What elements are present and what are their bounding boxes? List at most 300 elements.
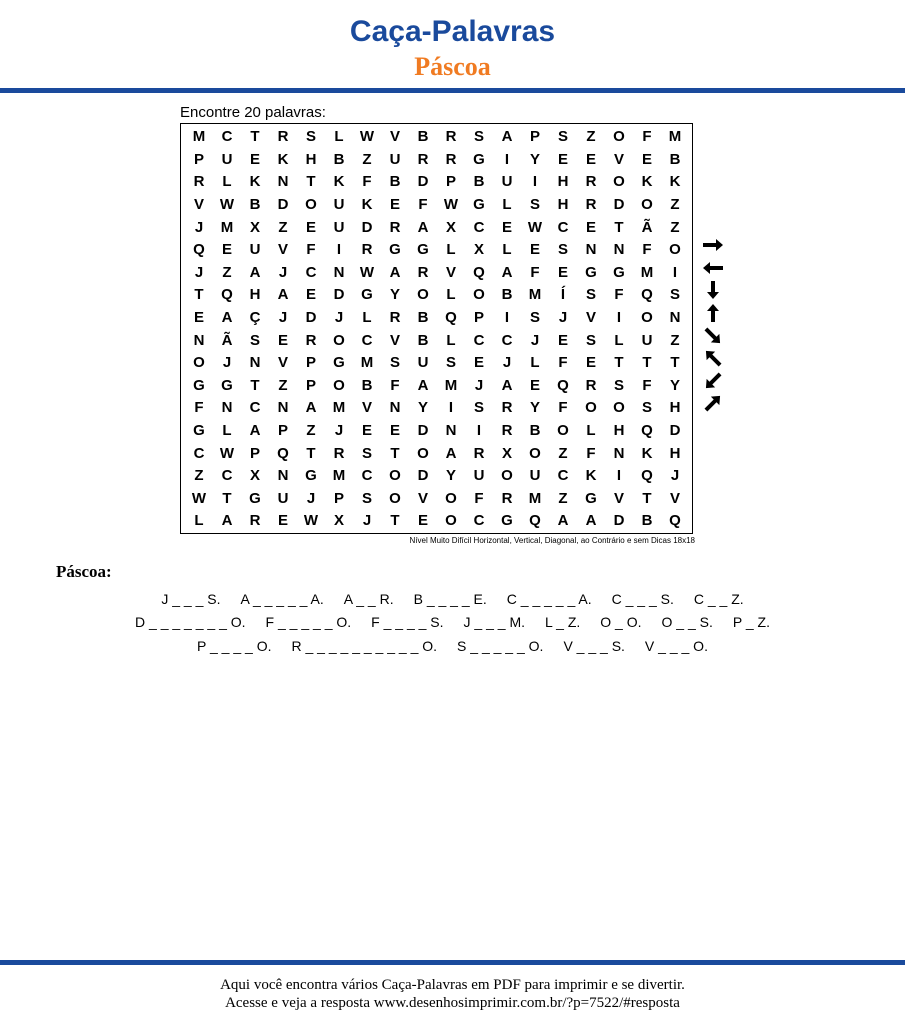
clue-item: A _ _ R. <box>343 591 394 607</box>
grid-cell: Q <box>641 286 653 304</box>
grid-cell: T <box>614 218 624 236</box>
grid-cell: A <box>389 263 401 281</box>
grid-cell: U <box>501 173 513 191</box>
page-title: Caça-Palavras <box>349 15 556 48</box>
grid-cell: G <box>333 354 345 372</box>
grid-cell: L <box>446 331 456 349</box>
grid-cell: T <box>390 512 400 530</box>
grid-cell: K <box>361 196 373 214</box>
arrow-up-left-icon <box>700 347 726 370</box>
grid-cell: K <box>249 173 261 191</box>
grid-cell: V <box>669 489 680 507</box>
arrow-up-icon <box>700 302 726 325</box>
grid-row <box>185 262 689 285</box>
grid-row <box>185 488 689 511</box>
arrow-down-right-icon <box>700 324 726 347</box>
grid-cell: H <box>613 422 625 440</box>
grid-cell: F <box>194 399 204 417</box>
grid-cell: E <box>417 512 428 530</box>
grid-cell: V <box>417 489 428 507</box>
grid-cell: O <box>613 128 625 146</box>
grid-cell: X <box>249 467 260 485</box>
grid-cell: I <box>476 422 482 440</box>
grid-cell: P <box>305 376 316 394</box>
grid-cell: S <box>529 196 540 214</box>
grid-letters <box>185 126 689 533</box>
grid-cell: Y <box>529 150 540 168</box>
grid-row <box>185 375 689 398</box>
grid-cell: I <box>448 399 454 417</box>
grid-cell: C <box>361 467 373 485</box>
grid-cell: Q <box>277 444 289 462</box>
grid-cell: D <box>669 422 681 440</box>
grid-cell: F <box>642 376 652 394</box>
grid-cell: M <box>192 128 206 146</box>
grid-cell: X <box>445 218 456 236</box>
grid-cell: J <box>278 263 288 281</box>
grid-cell: Z <box>222 263 232 281</box>
grid-cell: O <box>585 399 597 417</box>
grid-cell: T <box>642 354 652 372</box>
grid-cell: D <box>305 309 317 327</box>
grid-cell: S <box>473 399 484 417</box>
clue-item: R _ _ _ _ _ _ _ _ _ _ O. <box>291 638 438 654</box>
grid-cell: S <box>669 286 680 304</box>
grid-cell: K <box>641 173 653 191</box>
grid-row <box>185 352 689 375</box>
grid-cell: U <box>389 150 401 168</box>
grid-cell: F <box>586 444 596 462</box>
grid-cell: R <box>193 173 205 191</box>
grid-cell: B <box>529 422 541 440</box>
grid-cell: S <box>613 376 624 394</box>
grid-cell: G <box>361 286 373 304</box>
grid-cell: Z <box>670 331 680 349</box>
grid-cell: P <box>305 354 316 372</box>
grid-cell: I <box>532 173 538 191</box>
grid-cell: R <box>417 150 429 168</box>
grid-cell: L <box>222 422 232 440</box>
grid-cell: T <box>222 489 232 507</box>
grid-cell: E <box>529 376 540 394</box>
clue-item: C _ _ _ _ _ A. <box>506 591 592 607</box>
arrow-left-icon <box>700 257 726 280</box>
grid-row <box>185 149 689 172</box>
grid-cell: Z <box>194 467 204 485</box>
grid-cell: S <box>557 241 568 259</box>
grid-cell: F <box>390 376 400 394</box>
grid-cell: M <box>332 467 346 485</box>
grid-cell: N <box>613 241 625 259</box>
grid-cell: D <box>613 512 625 530</box>
grid-cell: I <box>616 309 622 327</box>
grid-cell: M <box>220 218 234 236</box>
grid-cell: J <box>530 331 540 349</box>
grid-cell: Y <box>389 286 400 304</box>
grid-cell: Z <box>670 218 680 236</box>
grid-cell: N <box>193 331 205 349</box>
grid-cell: A <box>585 512 597 530</box>
clue-line-3 <box>0 637 905 655</box>
grid-cell: A <box>501 263 513 281</box>
grid-cell: U <box>641 331 653 349</box>
grid-cell: S <box>389 354 400 372</box>
grid-cell: P <box>249 444 260 462</box>
grid-cell: K <box>277 150 289 168</box>
grid-cell: F <box>558 354 568 372</box>
grid-cell: A <box>417 218 429 236</box>
grid-cell: V <box>585 309 596 327</box>
grid-cell: F <box>614 286 624 304</box>
grid-cell: O <box>613 173 625 191</box>
grid-row <box>185 194 689 217</box>
grid-cell: J <box>558 309 568 327</box>
grid-cell: R <box>389 309 401 327</box>
clue-item: P _ Z. <box>732 614 770 630</box>
grid-cell: G <box>193 422 205 440</box>
grid-cell: D <box>417 467 429 485</box>
grid-cell: X <box>333 512 344 530</box>
grid-row <box>185 284 689 307</box>
grid-cell: M <box>332 399 346 417</box>
grid-cell: C <box>221 467 233 485</box>
grid-cell: T <box>614 354 624 372</box>
grid-row <box>185 126 689 149</box>
grid-cell: I <box>672 263 678 281</box>
grid-cell: Z <box>362 150 372 168</box>
grid-cell: B <box>361 376 373 394</box>
grid-cell: A <box>221 309 233 327</box>
grid-cell: N <box>669 309 681 327</box>
grid-cell: C <box>473 218 485 236</box>
grid-cell: A <box>221 512 233 530</box>
grid-cell: E <box>557 150 568 168</box>
grid-cell: Ã <box>221 331 233 349</box>
grid-cell: Z <box>558 444 568 462</box>
grid-cell: T <box>194 286 204 304</box>
clue-item: P _ _ _ _ O. <box>197 638 272 654</box>
grid-cell: W <box>191 489 207 507</box>
grid-cell: W <box>443 196 459 214</box>
grid-cell: O <box>641 196 653 214</box>
grid-cell: G <box>585 263 597 281</box>
grid-cell: O <box>669 241 681 259</box>
grid-cell: U <box>277 489 289 507</box>
grid-cell: Ã <box>641 218 653 236</box>
grid-cell: T <box>306 173 316 191</box>
grid-cell: E <box>361 422 372 440</box>
grid-cell: T <box>670 354 680 372</box>
grid-cell: G <box>501 512 513 530</box>
grid-cell: E <box>389 196 400 214</box>
page-subtitle: Páscoa <box>414 52 491 81</box>
grid-row <box>185 510 689 533</box>
grid-cell: E <box>585 150 596 168</box>
clue-item: J _ _ _ M. <box>463 614 525 630</box>
grid-cell: T <box>250 376 260 394</box>
grid-cell: U <box>417 354 429 372</box>
grid-cell: I <box>504 309 510 327</box>
grid-cell: N <box>389 399 401 417</box>
grid-cell: S <box>361 444 372 462</box>
grid-cell: B <box>501 286 513 304</box>
grid-cell: S <box>249 331 260 349</box>
grid-cell: G <box>249 489 261 507</box>
grid-cell: E <box>557 331 568 349</box>
grid-cell: N <box>333 263 345 281</box>
grid-cell: Q <box>641 422 653 440</box>
grid-cell: C <box>501 331 513 349</box>
grid-cell: T <box>250 128 260 146</box>
grid-cell: A <box>501 376 513 394</box>
grid-cell: G <box>417 241 429 259</box>
grid-cell: L <box>502 241 512 259</box>
grid-cell: E <box>641 150 652 168</box>
grid-cell: Q <box>445 309 457 327</box>
grid-cell: I <box>616 467 622 485</box>
grid-cell: S <box>361 489 372 507</box>
puzzle-instruction: Encontre 20 palavras: <box>180 104 326 121</box>
grid-cell: S <box>445 354 456 372</box>
clue-item: L _ Z. <box>545 614 581 630</box>
grid-cell: N <box>613 444 625 462</box>
grid-cell: G <box>585 489 597 507</box>
grid-cell: N <box>221 399 233 417</box>
grid-cell: C <box>557 218 569 236</box>
grid-cell: W <box>359 263 375 281</box>
arrow-right-icon <box>700 234 726 257</box>
grid-cell: J <box>306 489 316 507</box>
grid-cell: D <box>277 196 289 214</box>
grid-cell: B <box>417 309 429 327</box>
grid-cell: E <box>557 263 568 281</box>
grid-cell: P <box>473 309 484 327</box>
grid-cell: Q <box>529 512 541 530</box>
clue-item: F _ _ _ _ S. <box>371 614 444 630</box>
grid-cell: J <box>222 354 232 372</box>
grid-cell: P <box>193 150 204 168</box>
grid-cell: V <box>193 196 204 214</box>
grid-cell: Q <box>669 512 681 530</box>
grid-cell: Q <box>473 263 485 281</box>
direction-legend <box>700 234 726 415</box>
grid-cell: I <box>504 150 510 168</box>
grid-cell: E <box>389 422 400 440</box>
grid-cell: H <box>557 173 569 191</box>
grid-cell: O <box>473 286 485 304</box>
grid-cell: U <box>473 467 485 485</box>
grid-cell: C <box>473 331 485 349</box>
clue-item: F _ _ _ _ _ O. <box>265 614 352 630</box>
grid-cell: K <box>333 173 345 191</box>
grid-cell: R <box>389 218 401 236</box>
grid-cell: P <box>445 173 456 191</box>
difficulty-note: Nível Muito Difícil Horizontal, Vertical, Diagonal, ao Contrário e sem Dicas 18x18 <box>409 536 695 545</box>
grid-cell: Ç <box>249 309 261 327</box>
grid-cell: T <box>306 444 316 462</box>
grid-cell: E <box>305 286 316 304</box>
grid-cell: G <box>305 467 317 485</box>
grid-cell: O <box>613 399 625 417</box>
grid-cell: D <box>361 218 373 236</box>
grid-cell: R <box>501 399 513 417</box>
grid-cell: Q <box>221 286 233 304</box>
grid-cell: O <box>389 467 401 485</box>
grid-cell: L <box>334 128 344 146</box>
grid-cell: N <box>445 422 457 440</box>
grid-cell: J <box>474 376 484 394</box>
grid-cell: M <box>444 376 458 394</box>
grid-cell: L <box>446 241 456 259</box>
grid-cell: R <box>585 173 597 191</box>
grid-cell: D <box>417 173 429 191</box>
grid-row <box>185 442 689 465</box>
grid-cell: O <box>641 309 653 327</box>
grid-cell: F <box>474 489 484 507</box>
grid-cell: L <box>502 196 512 214</box>
grid-cell: L <box>194 512 204 530</box>
grid-cell: H <box>669 399 681 417</box>
top-divider <box>0 88 905 93</box>
grid-cell: U <box>221 150 233 168</box>
grid-cell: Z <box>278 376 288 394</box>
grid-cell: N <box>249 354 261 372</box>
grid-cell: O <box>445 489 457 507</box>
grid-cell: C <box>221 128 233 146</box>
clue-item: O _ O. <box>600 614 642 630</box>
grid-cell: A <box>501 128 513 146</box>
grid-cell: R <box>501 489 513 507</box>
grid-cell: B <box>249 196 261 214</box>
grid-cell: O <box>501 467 513 485</box>
clue-item: J _ _ _ S. <box>161 591 221 607</box>
grid-row <box>185 465 689 488</box>
grid-cell: Y <box>445 467 456 485</box>
grid-cell: R <box>361 241 373 259</box>
arrow-down-icon <box>700 279 726 302</box>
grid-cell: L <box>586 422 596 440</box>
grid-cell: H <box>669 444 681 462</box>
grid-cell: M <box>528 286 542 304</box>
grid-cell: A <box>249 263 261 281</box>
grid-cell: G <box>389 241 401 259</box>
grid-cell: O <box>333 376 345 394</box>
grid-cell: C <box>361 331 373 349</box>
clue-item: D _ _ _ _ _ _ _ O. <box>135 614 246 630</box>
clue-item: A _ _ _ _ _ A. <box>240 591 324 607</box>
grid-cell: G <box>473 150 485 168</box>
grid-row <box>185 397 689 420</box>
grid-cell: N <box>277 467 289 485</box>
grid-cell: B <box>417 128 429 146</box>
grid-cell: M <box>528 489 542 507</box>
grid-cell: Q <box>641 467 653 485</box>
grid-cell: E <box>277 512 288 530</box>
grid-cell: T <box>642 489 652 507</box>
grid-cell: H <box>249 286 261 304</box>
grid-cell: U <box>529 467 541 485</box>
grid-cell: Í <box>560 286 566 304</box>
bottom-divider <box>0 960 905 965</box>
grid-cell: C <box>473 512 485 530</box>
grid-cell: R <box>445 150 457 168</box>
grid-cell: E <box>221 241 232 259</box>
footer-text: Aqui você encontra vários Caça-Palavras em PDF para imprimir e se divertir. <box>220 977 685 993</box>
grid-cell: V <box>389 331 400 349</box>
grid-cell: E <box>473 354 484 372</box>
grid-cell: D <box>613 196 625 214</box>
grid-cell: S <box>585 331 596 349</box>
grid-cell: W <box>527 218 543 236</box>
grid-cell: V <box>613 489 624 507</box>
clue-item: S _ _ _ _ _ O. <box>457 638 544 654</box>
grid-cell: J <box>362 512 372 530</box>
grid-cell: V <box>277 354 288 372</box>
grid-cell: L <box>222 173 232 191</box>
grid-cell: E <box>305 218 316 236</box>
arrow-up-right-icon <box>700 392 726 415</box>
grid-cell: J <box>278 309 288 327</box>
grid-cell: Z <box>558 489 568 507</box>
grid-cell: Y <box>669 376 680 394</box>
grid-cell: F <box>362 173 372 191</box>
grid-cell: R <box>305 331 317 349</box>
grid-cell: U <box>333 218 345 236</box>
grid-cell: F <box>558 399 568 417</box>
grid-cell: E <box>585 354 596 372</box>
grid-cell: O <box>445 512 457 530</box>
grid-cell: O <box>389 489 401 507</box>
grid-cell: F <box>418 196 428 214</box>
grid-cell: V <box>361 399 372 417</box>
grid-cell: J <box>194 218 204 236</box>
grid-cell: B <box>333 150 345 168</box>
grid-cell: F <box>642 241 652 259</box>
grid-cell: W <box>219 444 235 462</box>
grid-cell: Y <box>529 399 540 417</box>
grid-cell: X <box>501 444 512 462</box>
grid-cell: D <box>417 422 429 440</box>
grid-cell: U <box>333 196 345 214</box>
grid-cell: S <box>641 399 652 417</box>
grid-cell: M <box>668 128 682 146</box>
grid-cell: S <box>557 128 568 146</box>
grid-cell: R <box>501 422 513 440</box>
grid-row <box>185 420 689 443</box>
grid-cell: H <box>305 150 317 168</box>
grid-cell: S <box>529 309 540 327</box>
grid-cell: E <box>501 218 512 236</box>
grid-cell: O <box>333 331 345 349</box>
grid-cell: N <box>277 173 289 191</box>
grid-cell: A <box>557 512 569 530</box>
clue-item: V _ _ _ S. <box>563 638 625 654</box>
clue-item: C _ _ _ S. <box>611 591 674 607</box>
grid-cell: Z <box>306 422 316 440</box>
clue-item: B _ _ _ _ E. <box>413 591 487 607</box>
grid-row <box>185 329 689 352</box>
grid-cell: O <box>529 444 541 462</box>
grid-cell: R <box>585 196 597 214</box>
grid-cell: L <box>614 331 624 349</box>
grid-cell: Z <box>586 128 596 146</box>
grid-cell: K <box>641 444 653 462</box>
grid-cell: V <box>389 128 400 146</box>
clue-item: V _ _ _ O. <box>644 638 708 654</box>
grid-cell: Z <box>278 218 288 236</box>
grid-cell: L <box>530 354 540 372</box>
grid-cell: U <box>249 241 261 259</box>
